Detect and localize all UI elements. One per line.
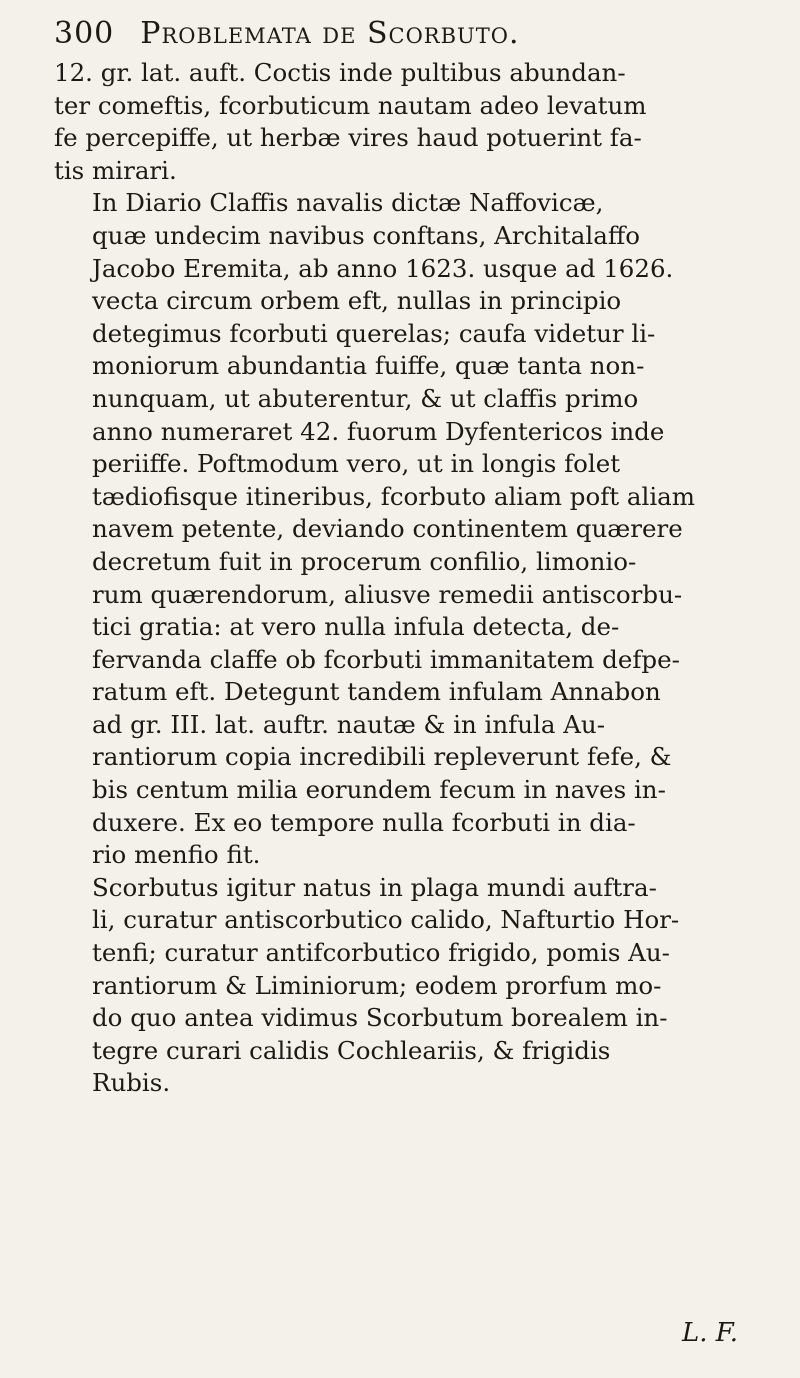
- text-line: tædiofisque itineribus, fcorbuto aliam poft aliam: [92, 481, 696, 511]
- text-line: tenfi; curatur antifcorbutico frigido, pomis Au-: [92, 938, 670, 968]
- text-line: tis mirari.: [54, 155, 177, 185]
- text-line: anno numeraret 42. fuorum Dyfentericos inde: [92, 416, 665, 446]
- text-line: rio menfio fit.: [92, 840, 261, 870]
- running-title: Problemata de Scorbuto.: [140, 16, 520, 51]
- text-line: li, curatur antiscorbutico calido, Nafturtio Hor-: [92, 905, 680, 935]
- text-line: duxere. Ex eo tempore nulla fcorbuti in dia-: [92, 807, 636, 837]
- text-line: moniorum abundantia fuiffe, quæ tanta non-: [92, 351, 645, 381]
- text-line: ter comeftis, fcorbuticum nautam adeo levatum: [54, 90, 647, 120]
- text-line: Rubis.: [92, 1068, 171, 1098]
- text-line: nunquam, ut abuterentur, & ut claffis primo: [92, 383, 639, 413]
- text-line: Scorbutus igitur natus in plaga mundi auftra-: [92, 872, 657, 902]
- text-line: fe percepiffe, ut herbæ vires haud potuerint fa-: [54, 123, 642, 153]
- text-line: rum quærendorum, aliusve remedii antiscorbu-: [92, 579, 683, 609]
- text-line: rantiorum copia incredibili repleverunt fefe, &: [92, 742, 672, 772]
- paragraph-1: [54, 57, 756, 187]
- text-line: ad gr. III. lat. auftr. nautæ & in infula Au-: [92, 709, 605, 739]
- text-line: ratum eft. Detegunt tandem infulam Annabon: [92, 677, 661, 707]
- text-line: Jacobo Eremita, ab anno 1623. usque ad 1626.: [92, 253, 674, 283]
- text-line: navem petente, deviando continentem quærere: [92, 514, 683, 544]
- text-line: do quo antea vidimus Scorbutum borealem in-: [92, 1003, 668, 1033]
- paragraph-3: [54, 872, 756, 1100]
- text-line: fervanda claffe ob fcorbuti immanitatem defpe-: [92, 644, 680, 674]
- text-line: tegre curari calidis Cochleariis, & frigidis: [92, 1035, 611, 1065]
- text-line: decretum fuit in procerum confilio, limonio-: [92, 546, 637, 576]
- page-number: 300: [54, 16, 115, 51]
- body-text: [54, 57, 756, 1100]
- text-line: 12. gr. lat. auft. Coctis inde pultibus abundan-: [54, 58, 626, 87]
- text-line: periiffe. Poftmodum vero, ut in longis folet: [92, 449, 621, 479]
- text-line: bis centum milia eorundem fecum in naves in-: [92, 775, 666, 805]
- text-line: tici gratia: at vero nulla infula detecta, de-: [92, 612, 620, 642]
- paragraph-2: [54, 187, 756, 871]
- text-line: In Diario Claffis navalis dictæ Naffovicæ,: [92, 188, 604, 218]
- text-line: rantiorum & Liminiorum; eodem prorfum mo-: [92, 970, 662, 1000]
- text-line: vecta circum orbem eft, nullas in principio: [92, 286, 622, 316]
- catchword: L. F.: [681, 1318, 738, 1348]
- text-line: quæ undecim navibus conftans, Architalaffo: [92, 220, 640, 250]
- running-head: [54, 16, 756, 51]
- text-line: detegimus fcorbuti querelas; caufa videtur li-: [92, 318, 656, 348]
